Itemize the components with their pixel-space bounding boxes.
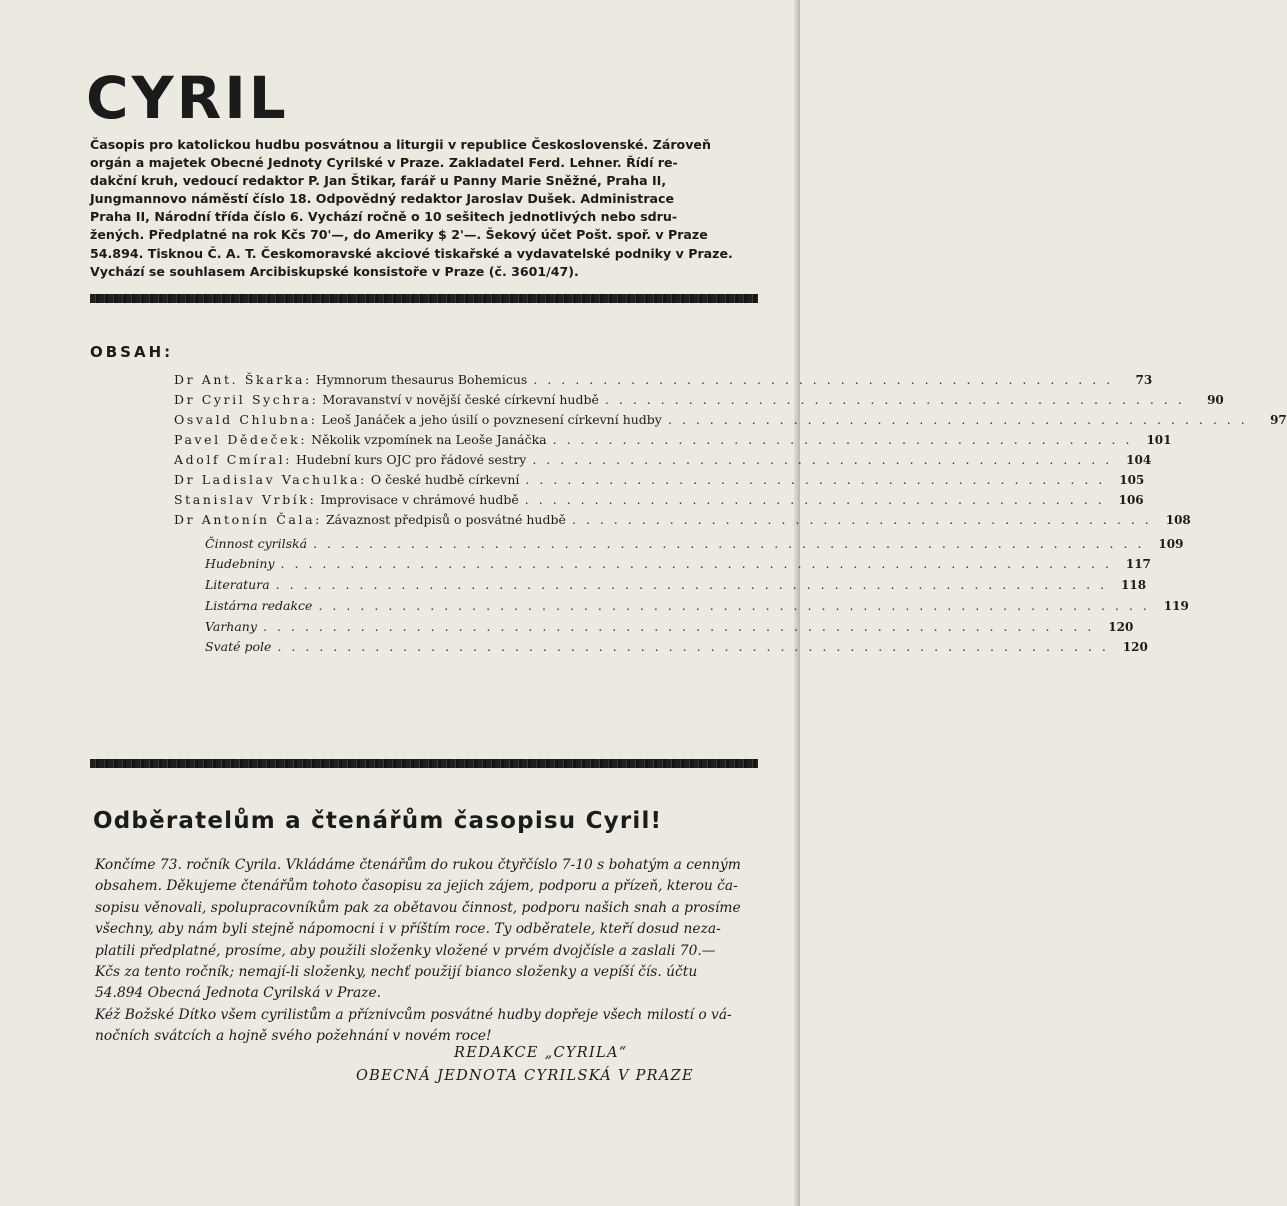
notice-heading: Odběratelům a čtenářům časopisu Cyril! <box>93 808 663 834</box>
notice-line: sopisu věnovali, spolupracovníkům pak za obětavou činnost, podporu našich snah a prosíme <box>95 899 741 916</box>
toc-leader-dots: ............................................................ <box>277 639 1116 654</box>
toc-page-number: 120 <box>1122 640 1148 654</box>
masthead-line: Časopis pro katolickou hudbu posvátnou a liturgii v republice Československé. Zároveň <box>90 137 711 152</box>
toc-page-number: 73 <box>1135 373 1153 387</box>
signature-editorial: REDAKCE „CYRILA“ <box>454 1045 628 1061</box>
toc-title: Závaznost předpisů o posvátné hudbě <box>325 512 566 527</box>
toc-section-title: Hudebniny <box>205 556 275 571</box>
toc-author: Stanislav Vrbík: <box>174 492 317 507</box>
toc-author: Pavel Dědeček: <box>174 432 308 447</box>
toc-author: Dr Ant. Škarka: <box>174 372 312 387</box>
toc-section <box>205 598 1189 618</box>
toc-section-title: Činnost cyrilská <box>205 536 308 551</box>
toc-leader-dots: ............................................................ <box>313 536 1152 551</box>
toc-author: Dr Ladislav Vachulka: <box>174 472 367 487</box>
toc-leader-dots: .......................................... <box>604 392 1192 407</box>
toc-title: Hudební kurs OJC pro řádové sestry <box>296 452 527 467</box>
toc-page-number: 120 <box>1108 620 1134 634</box>
toc-leader-dots: .......................................... <box>667 412 1255 427</box>
toc-author: Dr Antonín Čala: <box>174 512 322 527</box>
toc-leader-dots: .......................................... <box>552 432 1140 447</box>
toc-leader-dots: .......................................... <box>525 472 1113 487</box>
toc-page-number: 104 <box>1126 453 1152 467</box>
toc-entry <box>174 492 1144 512</box>
toc-page-number: 90 <box>1207 393 1224 407</box>
toc-page-number: 106 <box>1118 493 1144 507</box>
toc-author: Dr Cyril Sychra: <box>174 392 319 407</box>
toc-title: O české hudbě církevní <box>370 472 520 487</box>
toc-leader-dots: .......................................... <box>533 372 1121 387</box>
toc-title: Leoš Janáček a jeho úsilí o povznesení církevní hudby <box>321 412 662 427</box>
toc-section-title: Literatura <box>205 577 270 592</box>
toc-section-title: Listárna redakce <box>205 598 313 613</box>
notice-line: 54.894 Obecná Jednota Cyrilská v Praze. <box>95 985 381 1002</box>
toc-leader-dots: .......................................... <box>571 512 1159 527</box>
toc-leader-dots: ............................................................ <box>318 598 1157 613</box>
toc-leader-dots: .......................................... <box>532 452 1120 467</box>
toc-section <box>205 639 1148 659</box>
toc-entry <box>174 412 1287 432</box>
toc-entry <box>174 372 1153 392</box>
toc-leader-dots: .......................................... <box>524 492 1112 507</box>
notice-line: Končíme 73. ročník Cyrila. Vkládáme čtenářům do rukou čtyřčíslo 7-10 s bohatým a cenným <box>95 857 741 873</box>
toc-entry <box>174 472 1145 492</box>
masthead-line: Jungmannovo náměstí číslo 18. Odpovědný redaktor Jaroslav Dušek. Administrace <box>90 191 675 207</box>
notice-line: všechny, aby nám byli stejně nápomocni i v příštím roce. Ty odběratele, kteří dosud neza- <box>95 921 721 938</box>
toc-page-number: 108 <box>1165 513 1191 527</box>
notice-line: obsahem. Děkujeme čtenářům tohoto časopisu za jejich zájem, podporu a přízeň, kterou ča- <box>95 878 738 895</box>
toc-title: Moravanství v novější české církevní hudbě <box>322 392 599 407</box>
toc-page-number: 119 <box>1163 599 1189 613</box>
masthead-text <box>90 136 760 281</box>
toc-page-number: 117 <box>1125 557 1151 571</box>
masthead-line: Praha II, Národní třída číslo 6. Vychází ročně o 10 sešitech jednotlivých nebo sdru- <box>90 209 678 225</box>
toc-leader-dots: ............................................................ <box>275 577 1115 592</box>
toc-section <box>205 556 1151 576</box>
toc-section <box>205 536 1184 556</box>
decorative-rule-bottom <box>90 759 758 768</box>
toc-entry <box>174 432 1172 452</box>
toc-title: Improvisace v chrámové hudbě <box>320 492 519 507</box>
toc-leader-dots: ............................................................ <box>262 619 1102 634</box>
toc-section <box>205 619 1134 639</box>
toc-author: Adolf Cmíral: <box>174 452 293 467</box>
notice-body <box>95 855 765 1048</box>
signature-union: OBECNÁ JEDNOTA CYRILSKÁ V PRAZE <box>356 1068 694 1084</box>
masthead-line: orgán a majetek Obecné Jednoty Cyrilské v Praze. Zakladatel Ferd. Lehner. Řídí re- <box>90 155 678 171</box>
toc-page-number: 105 <box>1119 473 1145 487</box>
toc-section <box>205 577 1147 597</box>
toc-entry <box>174 452 1152 472</box>
toc-leader-dots: ............................................................ <box>280 556 1119 571</box>
masthead-line: Vychází se souhlasem Arcibiskupské konsistoře v Praze (č. 3601/47). <box>90 263 579 279</box>
toc-section-title: Svaté pole <box>205 639 272 654</box>
masthead-line: dakční kruh, vedoucí redaktor P. Jan Štikar, farář u Panny Marie Sněžné, Praha II, <box>90 173 667 189</box>
toc-entry <box>174 392 1224 412</box>
contents-heading: OBSAH: <box>90 343 174 361</box>
notice-line: Kéž Božské Dítko všem cyrilistům a příznivcům posvátné hudby dopřeje všech milostí o vá- <box>95 1006 732 1023</box>
toc-title: Několik vzpomínek na Leoše Janáčka <box>311 432 547 447</box>
toc-section-title: Varhany <box>205 619 257 634</box>
decorative-rule-top <box>90 294 758 303</box>
toc-page-number: 118 <box>1121 578 1147 592</box>
toc-page-number: 109 <box>1158 537 1184 551</box>
toc-page-number: 97 <box>1270 413 1287 427</box>
toc-author: Osvald Chlubna: <box>174 412 318 427</box>
notice-line: Kčs za tento ročník; nemají-li složenky, nechť použijí bianco složenky a vepíší čís. účtu <box>95 964 698 981</box>
notice-line: platili předplatné, prosíme, aby použili složenky vložené v prvém dvojčísle a zaslali 70.— <box>95 942 716 959</box>
masthead-line: 54.894. Tisknou Č. A. T. Českomoravské akciové tiskařské a vydavatelské podniky v Praze. <box>90 245 733 261</box>
toc-page-number: 101 <box>1146 433 1172 447</box>
magazine-title: CYRIL <box>86 64 289 132</box>
masthead-line: žených. Předplatné na rok Kčs 70'—, do Ameriky $ 2'—. Šekový účet Pošt. spoř. v Praze <box>90 227 708 243</box>
notice-line: nočních svátcích a hojně svého požehnání v novém roce! <box>95 1028 492 1045</box>
toc-title: Hymnorum thesaurus Bohemicus <box>315 372 528 387</box>
toc-entry <box>174 512 1191 532</box>
